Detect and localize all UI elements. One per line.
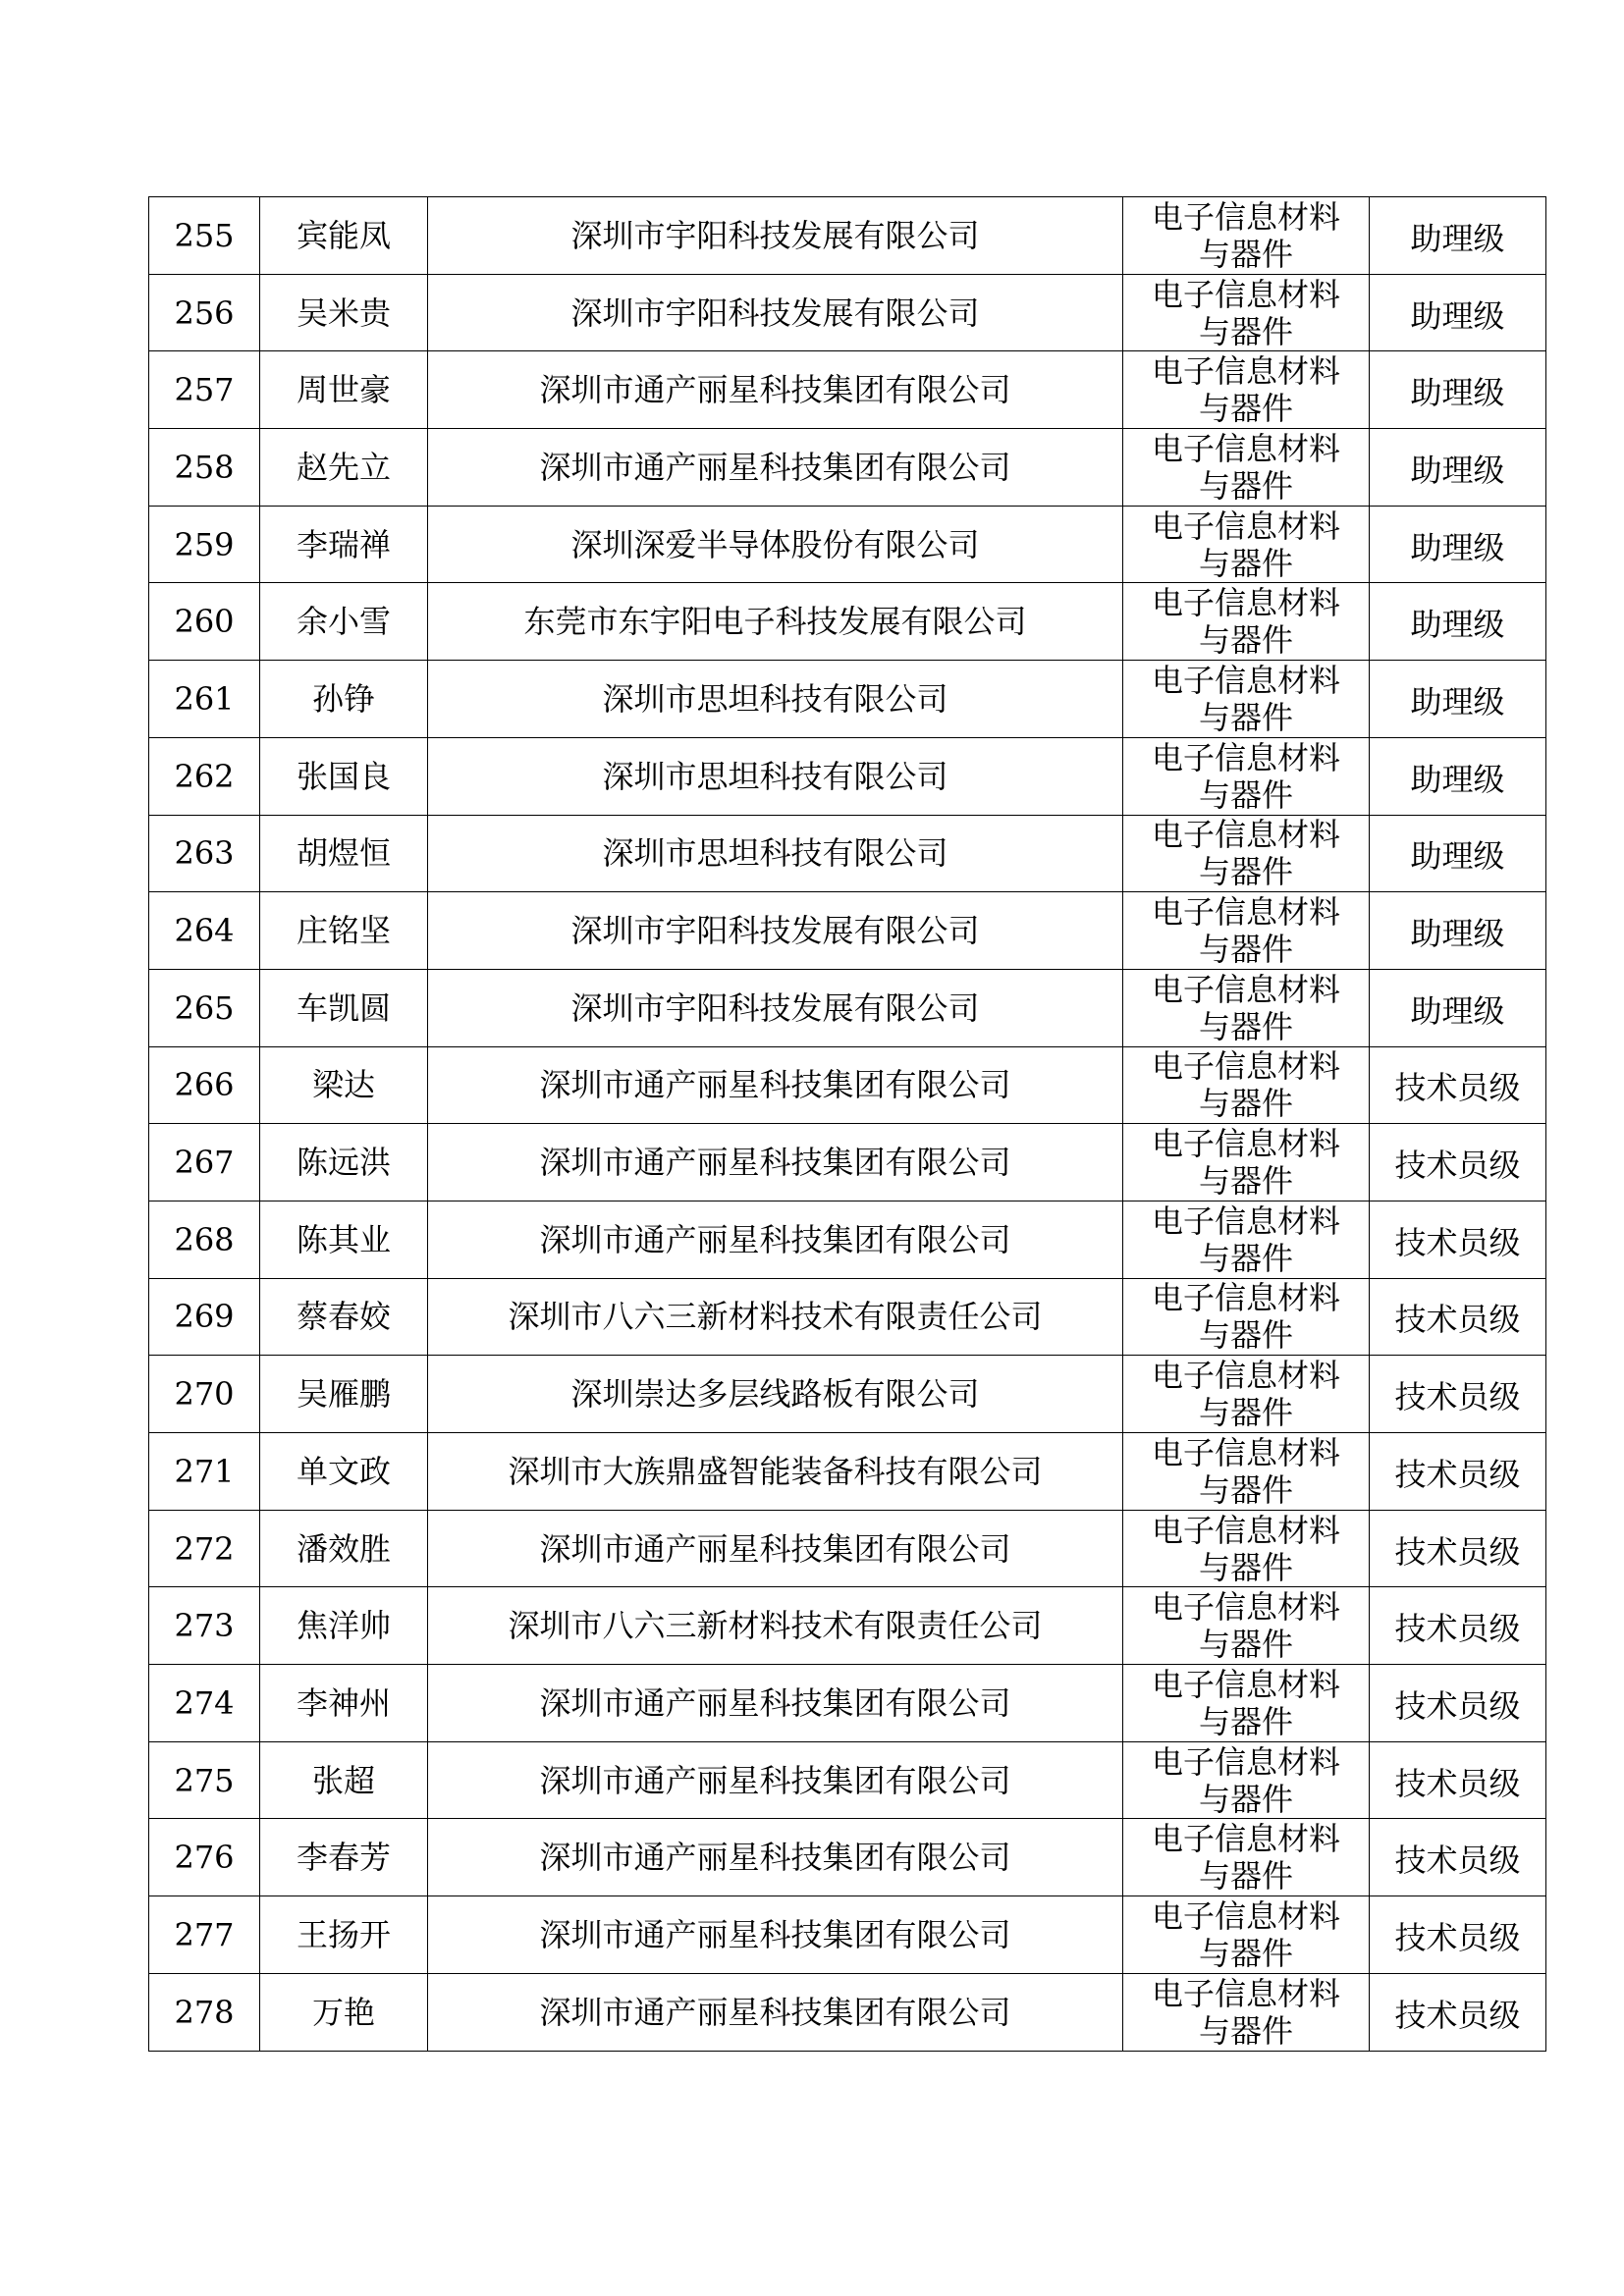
- qualification-level-cell-text: 技术员级: [1394, 1764, 1521, 1802]
- specialty-line-2: 与器件: [1198, 544, 1293, 582]
- specialty-cell: [1123, 969, 1370, 1046]
- person-name-cell: [260, 969, 428, 1046]
- specialty-cell: [1123, 1356, 1370, 1433]
- person-name-cell-text: 张国良: [296, 757, 391, 795]
- roster-table: [148, 196, 1546, 2052]
- person-name-cell-text: 庄铭坚: [296, 912, 391, 950]
- specialty-line-1: 电子信息材料: [1151, 1511, 1340, 1549]
- specialty-line-1: 电子信息材料: [1151, 352, 1340, 391]
- specialty-line-1: 电子信息材料: [1151, 1665, 1340, 1703]
- company-cell-text: 深圳市宇阳科技发展有限公司: [570, 912, 980, 950]
- table-row: [149, 351, 1546, 429]
- person-name-cell-text: 陈其业: [296, 1220, 391, 1258]
- serial-number-cell: [149, 661, 260, 738]
- serial-number-cell-text: 273: [174, 1607, 235, 1645]
- serial-number-cell: [149, 892, 260, 970]
- specialty-line-2: 与器件: [1198, 312, 1293, 350]
- qualification-level-cell-text: 助理级: [1410, 606, 1505, 644]
- company-cell: [428, 1124, 1123, 1201]
- company-cell-text: 深圳市宇阳科技发展有限公司: [570, 988, 980, 1027]
- company-cell-text: 深圳崇达多层线路板有限公司: [570, 1375, 980, 1414]
- specialty-line-1: 电子信息材料: [1151, 1047, 1340, 1086]
- serial-number-cell: [149, 197, 260, 275]
- table-row: [149, 274, 1546, 351]
- person-name-cell-text: 胡煜恒: [296, 834, 391, 873]
- serial-number-cell: [149, 1819, 260, 1896]
- specialty-cell: [1123, 1973, 1370, 2051]
- table-row: [149, 892, 1546, 970]
- company-cell: [428, 1278, 1123, 1356]
- serial-number-cell: [149, 1124, 260, 1201]
- specialty-line-1: 电子信息材料: [1151, 429, 1340, 467]
- qualification-level-cell: [1370, 1587, 1546, 1665]
- company-cell: [428, 661, 1123, 738]
- person-name-cell: [260, 661, 428, 738]
- table-row: [149, 737, 1546, 815]
- specialty-line-2: 与器件: [1198, 853, 1293, 891]
- specialty-cell: [1123, 1433, 1370, 1511]
- specialty-cell: [1123, 815, 1370, 892]
- specialty-line-1: 电子信息材料: [1151, 738, 1340, 776]
- serial-number-cell-text: 275: [174, 1761, 235, 1799]
- serial-number-cell-text: 277: [174, 1915, 235, 1953]
- specialty-line-1: 电子信息材料: [1151, 507, 1340, 545]
- company-cell: [428, 1046, 1123, 1124]
- company-cell: [428, 351, 1123, 429]
- specialty-line-2: 与器件: [1198, 698, 1293, 736]
- company-cell: [428, 1741, 1123, 1819]
- specialty-line-1: 电子信息材料: [1151, 1588, 1340, 1627]
- person-name-cell-text: 张超: [311, 1761, 375, 1799]
- qualification-level-cell: [1370, 1665, 1546, 1742]
- specialty-line-1: 电子信息材料: [1151, 893, 1340, 932]
- person-name-cell: [260, 506, 428, 583]
- specialty-line-2: 与器件: [1198, 1702, 1293, 1740]
- person-name-cell: [260, 1124, 428, 1201]
- serial-number-cell-text: 269: [174, 1298, 235, 1336]
- table-row: [149, 1278, 1546, 1356]
- serial-number-cell: [149, 1046, 260, 1124]
- serial-number-cell: [149, 1201, 260, 1278]
- qualification-level-cell-text: 技术员级: [1394, 1842, 1521, 1880]
- person-name-cell-text: 李春芳: [296, 1839, 391, 1877]
- company-cell: [428, 1896, 1123, 1974]
- serial-number-cell: [149, 737, 260, 815]
- person-name-cell: [260, 1973, 428, 2051]
- table-row: [149, 197, 1546, 275]
- company-cell: [428, 197, 1123, 275]
- serial-number-cell: [149, 583, 260, 661]
- qualification-level-cell: [1370, 1124, 1546, 1201]
- qualification-level-cell: [1370, 661, 1546, 738]
- serial-number-cell-text: 268: [174, 1220, 235, 1258]
- person-name-cell: [260, 1201, 428, 1278]
- qualification-level-cell: [1370, 1278, 1546, 1356]
- qualification-level-cell: [1370, 1741, 1546, 1819]
- person-name-cell-text: 车凯圆: [296, 988, 391, 1027]
- qualification-level-cell-text: 助理级: [1410, 451, 1505, 489]
- qualification-level-cell-text: 助理级: [1410, 760, 1505, 798]
- person-name-cell-text: 潘效胜: [296, 1529, 391, 1568]
- person-name-cell: [260, 815, 428, 892]
- specialty-line-2: 与器件: [1198, 1934, 1293, 1972]
- serial-number-cell: [149, 1741, 260, 1819]
- specialty-cell: [1123, 1896, 1370, 1974]
- serial-number-cell-text: 264: [174, 912, 235, 950]
- serial-number-cell: [149, 1665, 260, 1742]
- specialty-line-2: 与器件: [1198, 1780, 1293, 1818]
- person-name-cell: [260, 429, 428, 507]
- qualification-level-cell-text: 助理级: [1410, 682, 1505, 721]
- roster-table-body: [149, 197, 1546, 2052]
- qualification-level-cell: [1370, 1201, 1546, 1278]
- specialty-line-1: 电子信息材料: [1151, 1896, 1340, 1935]
- specialty-line-2: 与器件: [1198, 1007, 1293, 1045]
- serial-number-cell: [149, 274, 260, 351]
- serial-number-cell: [149, 1433, 260, 1511]
- person-name-cell: [260, 583, 428, 661]
- company-cell: [428, 1973, 1123, 2051]
- specialty-line-1: 电子信息材料: [1151, 661, 1340, 699]
- qualification-level-cell-text: 技术员级: [1394, 1996, 1521, 2034]
- specialty-line-1: 电子信息材料: [1151, 275, 1340, 313]
- serial-number-cell-text: 258: [174, 448, 235, 486]
- serial-number-cell-text: 256: [174, 294, 235, 332]
- person-name-cell-text: 余小雪: [296, 603, 391, 641]
- qualification-level-cell-text: 技术员级: [1394, 1455, 1521, 1493]
- qualification-level-cell: [1370, 1433, 1546, 1511]
- company-cell-text: 深圳市思坦科技有限公司: [602, 679, 948, 718]
- qualification-level-cell-text: 助理级: [1410, 915, 1505, 953]
- company-cell-text: 深圳市通产丽星科技集团有限公司: [539, 1993, 1011, 2031]
- specialty-line-1: 电子信息材料: [1151, 1279, 1340, 1317]
- person-name-cell-text: 吴雁鹏: [296, 1375, 391, 1414]
- qualification-level-cell-text: 助理级: [1410, 837, 1505, 876]
- person-name-cell: [260, 892, 428, 970]
- table-row: [149, 1201, 1546, 1278]
- person-name-cell: [260, 1587, 428, 1665]
- serial-number-cell-text: 265: [174, 988, 235, 1027]
- company-cell: [428, 969, 1123, 1046]
- specialty-cell: [1123, 583, 1370, 661]
- serial-number-cell-text: 267: [174, 1144, 235, 1182]
- specialty-line-1: 电子信息材料: [1151, 1357, 1340, 1395]
- company-cell-text: 深圳市通产丽星科技集团有限公司: [539, 1683, 1011, 1722]
- serial-number-cell: [149, 429, 260, 507]
- specialty-line-2: 与器件: [1198, 1316, 1293, 1355]
- company-cell: [428, 1433, 1123, 1511]
- serial-number-cell: [149, 506, 260, 583]
- qualification-level-cell: [1370, 506, 1546, 583]
- company-cell-text: 深圳市八六三新材料技术有限责任公司: [508, 1298, 1043, 1336]
- company-cell: [428, 274, 1123, 351]
- table-row: [149, 1665, 1546, 1742]
- serial-number-cell-text: 257: [174, 371, 235, 409]
- qualification-level-cell-text: 技术员级: [1394, 1378, 1521, 1416]
- company-cell-text: 深圳市通产丽星科技集团有限公司: [539, 1915, 1011, 1953]
- company-cell-text: 深圳市通产丽星科技集团有限公司: [539, 371, 1011, 409]
- table-row: [149, 583, 1546, 661]
- specialty-cell: [1123, 1510, 1370, 1587]
- specialty-line-2: 与器件: [1198, 931, 1293, 969]
- company-cell-text: 深圳市八六三新材料技术有限责任公司: [508, 1607, 1043, 1645]
- specialty-cell: [1123, 274, 1370, 351]
- serial-number-cell-text: 261: [174, 679, 235, 718]
- company-cell: [428, 1356, 1123, 1433]
- qualification-level-cell: [1370, 1973, 1546, 2051]
- company-cell: [428, 1201, 1123, 1278]
- specialty-line-1: 电子信息材料: [1151, 1125, 1340, 1163]
- specialty-line-2: 与器件: [1198, 1085, 1293, 1123]
- table-row: [149, 1587, 1546, 1665]
- serial-number-cell: [149, 1973, 260, 2051]
- serial-number-cell-text: 262: [174, 757, 235, 795]
- specialty-line-2: 与器件: [1198, 621, 1293, 660]
- table-row: [149, 1433, 1546, 1511]
- specialty-line-2: 与器件: [1198, 235, 1293, 273]
- company-cell-text: 深圳市通产丽星科技集团有限公司: [539, 1761, 1011, 1799]
- qualification-level-cell-text: 助理级: [1410, 528, 1505, 566]
- person-name-cell: [260, 1356, 428, 1433]
- company-cell: [428, 1819, 1123, 1896]
- specialty-cell: [1123, 429, 1370, 507]
- company-cell-text: 深圳市通产丽星科技集团有限公司: [539, 1529, 1011, 1568]
- person-name-cell: [260, 1896, 428, 1974]
- qualification-level-cell: [1370, 737, 1546, 815]
- qualification-level-cell: [1370, 815, 1546, 892]
- table-row: [149, 1741, 1546, 1819]
- person-name-cell-text: 王扬开: [296, 1915, 391, 1953]
- qualification-level-cell-text: 技术员级: [1394, 1147, 1521, 1185]
- qualification-level-cell-text: 助理级: [1410, 219, 1505, 257]
- company-cell-text: 深圳市宇阳科技发展有限公司: [570, 216, 980, 254]
- company-cell-text: 深圳市通产丽星科技集团有限公司: [539, 448, 1011, 486]
- specialty-line-2: 与器件: [1198, 1239, 1293, 1277]
- serial-number-cell-text: 272: [174, 1529, 235, 1568]
- qualification-level-cell-text: 技术员级: [1394, 1069, 1521, 1107]
- specialty-cell: [1123, 1278, 1370, 1356]
- company-cell: [428, 1587, 1123, 1665]
- person-name-cell: [260, 274, 428, 351]
- specialty-line-1: 电子信息材料: [1151, 1742, 1340, 1781]
- specialty-cell: [1123, 197, 1370, 275]
- specialty-line-2: 与器件: [1198, 775, 1293, 814]
- person-name-cell-text: 万艳: [311, 1993, 375, 2031]
- person-name-cell-text: 单文政: [296, 1452, 391, 1490]
- specialty-cell: [1123, 661, 1370, 738]
- serial-number-cell-text: 271: [174, 1452, 235, 1490]
- specialty-cell: [1123, 1124, 1370, 1201]
- serial-number-cell-text: 278: [174, 1993, 235, 2031]
- specialty-line-2: 与器件: [1198, 1470, 1293, 1509]
- table-row: [149, 815, 1546, 892]
- specialty-line-1: 电子信息材料: [1151, 1433, 1340, 1471]
- specialty-line-1: 电子信息材料: [1151, 1820, 1340, 1858]
- serial-number-cell-text: 274: [174, 1683, 235, 1722]
- specialty-line-1: 电子信息材料: [1151, 1201, 1340, 1240]
- specialty-cell: [1123, 506, 1370, 583]
- serial-number-cell-text: 259: [174, 525, 235, 563]
- specialty-line-1: 电子信息材料: [1151, 197, 1340, 236]
- person-name-cell: [260, 1741, 428, 1819]
- qualification-level-cell-text: 技术员级: [1394, 1301, 1521, 1339]
- qualification-level-cell-text: 技术员级: [1394, 1610, 1521, 1648]
- serial-number-cell: [149, 351, 260, 429]
- serial-number-cell-text: 276: [174, 1839, 235, 1877]
- person-name-cell-text: 赵先立: [296, 448, 391, 486]
- serial-number-cell: [149, 815, 260, 892]
- qualification-level-cell-text: 助理级: [1410, 374, 1505, 412]
- serial-number-cell: [149, 1510, 260, 1587]
- company-cell-text: 深圳市通产丽星科技集团有限公司: [539, 1066, 1011, 1104]
- qualification-level-cell: [1370, 197, 1546, 275]
- qualification-level-cell: [1370, 583, 1546, 661]
- specialty-line-1: 电子信息材料: [1151, 970, 1340, 1008]
- company-cell-text: 深圳市思坦科技有限公司: [602, 757, 948, 795]
- specialty-line-2: 与器件: [1198, 1626, 1293, 1664]
- table-row: [149, 429, 1546, 507]
- table-row: [149, 506, 1546, 583]
- company-cell-text: 东莞市东宇阳电子科技发展有限公司: [523, 603, 1027, 641]
- qualification-level-cell: [1370, 892, 1546, 970]
- table-row: [149, 1896, 1546, 1974]
- qualification-level-cell: [1370, 1510, 1546, 1587]
- person-name-cell-text: 周世豪: [296, 371, 391, 409]
- serial-number-cell-text: 263: [174, 834, 235, 873]
- company-cell: [428, 1665, 1123, 1742]
- specialty-cell: [1123, 737, 1370, 815]
- qualification-level-cell-text: 技术员级: [1394, 1223, 1521, 1261]
- company-cell-text: 深圳市大族鼎盛智能装备科技有限公司: [508, 1452, 1043, 1490]
- specialty-line-2: 与器件: [1198, 1857, 1293, 1896]
- person-name-cell: [260, 1819, 428, 1896]
- person-name-cell: [260, 351, 428, 429]
- serial-number-cell-text: 270: [174, 1375, 235, 1414]
- company-cell: [428, 506, 1123, 583]
- specialty-cell: [1123, 1046, 1370, 1124]
- serial-number-cell: [149, 969, 260, 1046]
- specialty-cell: [1123, 1201, 1370, 1278]
- company-cell: [428, 429, 1123, 507]
- company-cell-text: 深圳市通产丽星科技集团有限公司: [539, 1220, 1011, 1258]
- specialty-line-2: 与器件: [1198, 390, 1293, 428]
- serial-number-cell: [149, 1587, 260, 1665]
- qualification-level-cell: [1370, 274, 1546, 351]
- qualification-level-cell: [1370, 1356, 1546, 1433]
- table-row: [149, 969, 1546, 1046]
- person-name-cell: [260, 737, 428, 815]
- person-name-cell-text: 蔡春姣: [296, 1298, 391, 1336]
- table-row: [149, 661, 1546, 738]
- person-name-cell: [260, 1433, 428, 1511]
- specialty-cell: [1123, 1819, 1370, 1896]
- serial-number-cell-text: 266: [174, 1066, 235, 1104]
- qualification-level-cell: [1370, 1819, 1546, 1896]
- qualification-level-cell: [1370, 1046, 1546, 1124]
- company-cell: [428, 1510, 1123, 1587]
- qualification-level-cell: [1370, 351, 1546, 429]
- serial-number-cell-text: 255: [174, 216, 235, 254]
- table-row: [149, 1356, 1546, 1433]
- company-cell-text: 深圳市通产丽星科技集团有限公司: [539, 1839, 1011, 1877]
- person-name-cell: [260, 197, 428, 275]
- qualification-level-cell: [1370, 1896, 1546, 1974]
- qualification-level-cell: [1370, 429, 1546, 507]
- specialty-line-1: 电子信息材料: [1151, 584, 1340, 622]
- specialty-line-1: 电子信息材料: [1151, 1974, 1340, 2012]
- specialty-cell: [1123, 892, 1370, 970]
- qualification-level-cell-text: 技术员级: [1394, 1918, 1521, 1956]
- specialty-cell: [1123, 1665, 1370, 1742]
- company-cell: [428, 892, 1123, 970]
- table-row: [149, 1046, 1546, 1124]
- specialty-line-2: 与器件: [1198, 1394, 1293, 1432]
- specialty-cell: [1123, 351, 1370, 429]
- specialty-line-1: 电子信息材料: [1151, 816, 1340, 854]
- specialty-line-2: 与器件: [1198, 1548, 1293, 1586]
- specialty-cell: [1123, 1741, 1370, 1819]
- qualification-level-cell-text: 助理级: [1410, 296, 1505, 335]
- person-name-cell-text: 宾能凤: [296, 216, 391, 254]
- qualification-level-cell-text: 技术员级: [1394, 1686, 1521, 1725]
- company-cell: [428, 583, 1123, 661]
- company-cell-text: 深圳市宇阳科技发展有限公司: [570, 294, 980, 332]
- company-cell-text: 深圳市通产丽星科技集团有限公司: [539, 1144, 1011, 1182]
- person-name-cell-text: 吴米贵: [296, 294, 391, 332]
- specialty-line-2: 与器件: [1198, 2011, 1293, 2050]
- person-name-cell-text: 焦洋帅: [296, 1607, 391, 1645]
- person-name-cell: [260, 1278, 428, 1356]
- person-name-cell: [260, 1046, 428, 1124]
- serial-number-cell: [149, 1278, 260, 1356]
- specialty-line-2: 与器件: [1198, 466, 1293, 505]
- company-cell: [428, 737, 1123, 815]
- company-cell-text: 深圳深爱半导体股份有限公司: [570, 525, 980, 563]
- qualification-level-cell-text: 助理级: [1410, 991, 1505, 1030]
- table-row: [149, 1510, 1546, 1587]
- person-name-cell-text: 李瑞禅: [296, 525, 391, 563]
- serial-number-cell: [149, 1356, 260, 1433]
- person-name-cell: [260, 1665, 428, 1742]
- person-name-cell-text: 陈远洪: [296, 1144, 391, 1182]
- table-row: [149, 1124, 1546, 1201]
- person-name-cell: [260, 1510, 428, 1587]
- specialty-cell: [1123, 1587, 1370, 1665]
- person-name-cell-text: 孙铮: [311, 679, 375, 718]
- table-row: [149, 1973, 1546, 2051]
- serial-number-cell-text: 260: [174, 603, 235, 641]
- table-row: [149, 1819, 1546, 1896]
- company-cell-text: 深圳市思坦科技有限公司: [602, 834, 948, 873]
- specialty-line-2: 与器件: [1198, 1162, 1293, 1201]
- person-name-cell-text: 梁达: [311, 1066, 375, 1104]
- person-name-cell-text: 李神州: [296, 1683, 391, 1722]
- company-cell: [428, 815, 1123, 892]
- qualification-level-cell: [1370, 969, 1546, 1046]
- qualification-level-cell-text: 技术员级: [1394, 1532, 1521, 1571]
- serial-number-cell: [149, 1896, 260, 1974]
